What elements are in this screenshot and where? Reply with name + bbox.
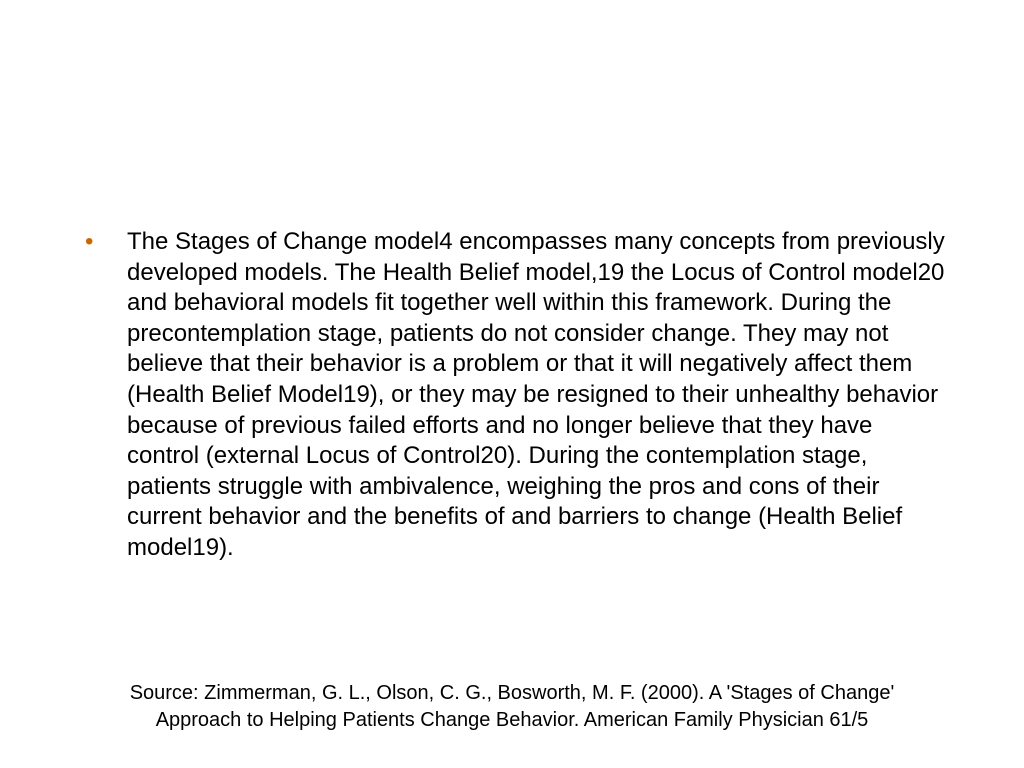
bullet-item	[85, 227, 945, 564]
source-citation	[40, 680, 984, 734]
source-line-1: Source: Zimmerman, G. L., Olson, C. G., Bosworth, M. F. (2000). A 'Stages of Change'	[129, 682, 895, 704]
source-line-2: Approach to Helping Patients Change Behavior. American Family Physician 61/5	[155, 709, 869, 731]
bullet-text: The Stages of Change model4 encompasses many concepts from previously developed models. The Health Belief model,19 the Locus of Control model20 and behavioral models fit together well within this framework. During the precontemplation stage, patients do not consider change. They may not believe that their behavior is a problem or that it will negatively affect them (Health Belief Model19), or they may be resigned to their unhealthy behavior because of previous failed efforts and no longer believe that they have control (external Locus of Control20). During the contemplation stage, patients struggle with ambivalence, weighing the pros and cons of their current behavior and the benefits of and barriers to change (Health Belief model19).	[127, 228, 945, 561]
bullet-marker: •	[85, 228, 94, 255]
bullet-list	[85, 227, 945, 564]
